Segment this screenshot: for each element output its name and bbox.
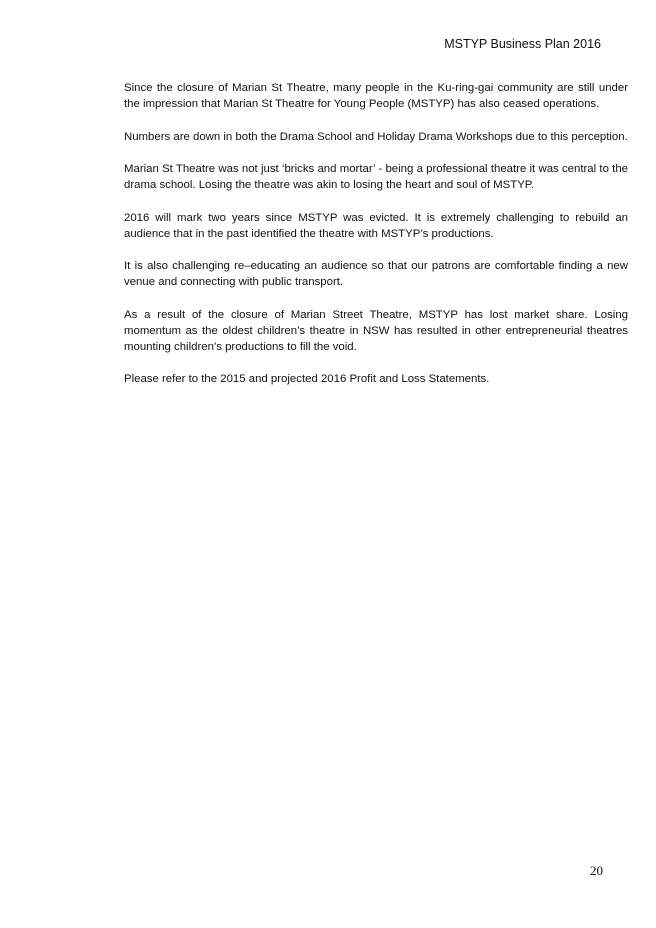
paragraph-numbers-down: Numbers are down in both the Drama School and Holiday Drama Workshops due to this perception. <box>124 130 628 143</box>
paragraph-bricks-and-mortar: Marian St Theatre was not just ‘bricks and mortar’ - being a professional theatre it was central to the drama school. Losing the theatre was akin to losing the heart and soul of MSTYP. <box>124 163 628 191</box>
body-text <box>124 80 628 404</box>
paragraph-market-share: As a result of the closure of Marian Street Theatre, MSTYP has lost market share. Losing momentum as the oldest children’s theatre in NSW has resulted in other entrepreneurial theatres mounting children’s productions to fill the void. <box>124 308 628 353</box>
paragraph-eviction: 2016 will mark two years since MSTYP was evicted. It is extremely challenging to rebuild an audience that in the past identified the theatre with MSTYP’s productions. <box>124 211 628 240</box>
page-number: 20 <box>590 863 603 878</box>
paragraph-closure-impression: Since the closure of Marian St Theatre, many people in the Ku-ring-gai community are still under the impression that Marian St Theatre for Young People (MSTYP) has also ceased operations. <box>124 82 628 110</box>
paragraph-re-educating: It is also challenging re–educating an audience so that our patrons are comfortable finding a new venue and connecting with public transport. <box>124 260 628 288</box>
running-header: MSTYP Business Plan 2016 <box>444 37 601 51</box>
paragraph-profit-loss-reference: Please refer to the 2015 and projected 2016 Profit and Loss Statements. <box>124 373 490 385</box>
